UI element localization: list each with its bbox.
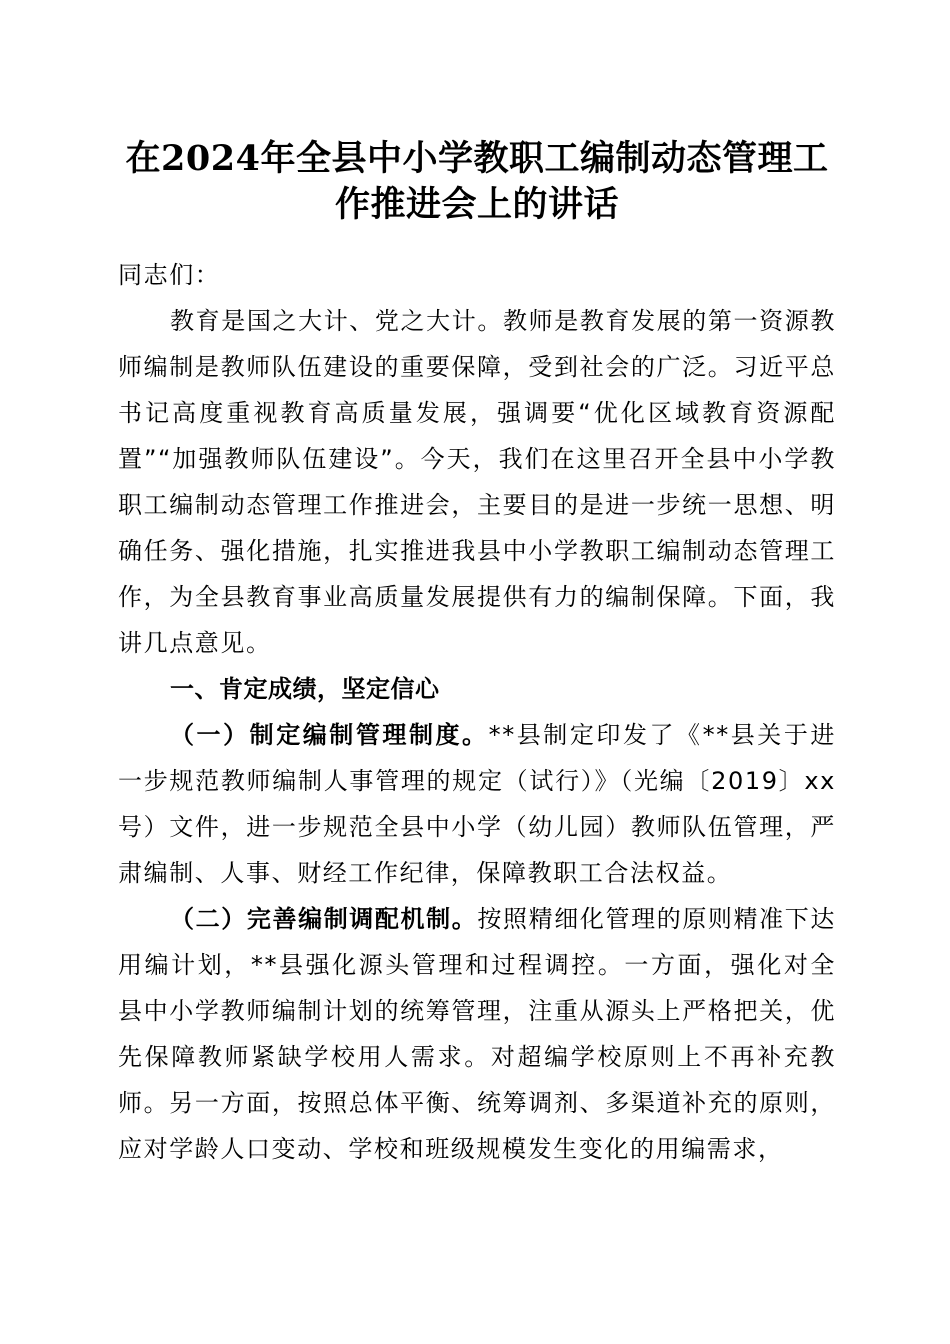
subsection-label-1: （一）制定编制管理制度。 xyxy=(170,721,489,749)
section-heading-1: 一、肯定成绩，坚定信心 xyxy=(170,675,440,703)
salutation: 同志们： xyxy=(118,261,221,289)
subsection-paragraph-1 xyxy=(118,712,836,896)
document-body xyxy=(118,252,836,1172)
intro-paragraph: 教育是国之大计、党之大计。教师是教育发展的第一资源教师编制是教师队伍建设的重要保障，受到社会的广泛。习近平总书记高度重视教育高质量发展，强调要“优化区域教育资源配置”“加强教师队伍建设”。今天，我们在这里召开全县中小学教职工编制动态管理工作推进会，主要目的是进一步统一思想、明确任务、强化措施，扎实推进我县中小学教职工编制动态管理工作，为全县教育事业高质量发展提供有力的编制保障。下面，我讲几点意见。 xyxy=(118,307,836,657)
subsection-text-1: **县制定印发了《**县关于进一步规范教师编制人事管理的规定（试行）》（光编〔2019〕xx号）文件，进一步规范全县中小学（幼儿园）教师队伍管理，严肃编制、人事、财经工作纪律，保障教职工合法权益。 xyxy=(118,721,837,887)
subsection-paragraph-2 xyxy=(118,896,836,1172)
subsection-label-2: （二）完善编制调配机制。 xyxy=(170,905,478,933)
document-title: 在2024年全县中小学教职工编制动态管理工作推进会上的讲话 xyxy=(125,138,829,225)
subsection-text-2: 按照精细化管理的原则精准下达用编计划，**县强化源头管理和过程调控。一方面，强化对全县中小学教师编制计划的统筹管理，注重从源头上严格把关，优先保障教师紧缺学校用人需求。对超编学校原则上不再补充教师。另一方面，按照总体平衡、统筹调剂、多渠道补充的原则，应对学龄人口变动、学校和班级规模发生变化的用编需求， xyxy=(118,905,836,1163)
